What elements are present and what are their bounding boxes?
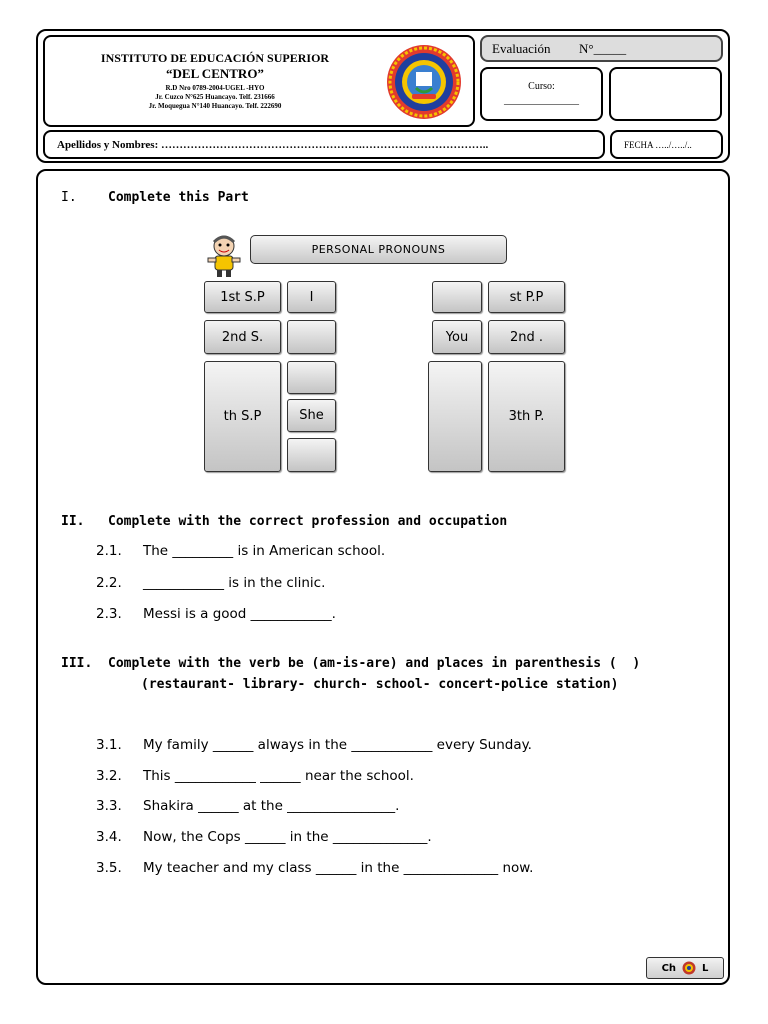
question-number: 3.3. bbox=[96, 798, 122, 814]
pronoun-cell-3rd-singular-a[interactable] bbox=[287, 361, 336, 394]
question-number: 3.4. bbox=[96, 829, 122, 845]
question-2-1[interactable]: The _________ is in American school. bbox=[143, 543, 386, 559]
address-line-2: Jr. Moquegua N°140 Huancayo. Telf. 222690 bbox=[148, 102, 282, 110]
pronoun-label-2nd-plural: 2nd . bbox=[488, 320, 565, 354]
question-2-2[interactable]: ____________ is in the clinic. bbox=[143, 575, 326, 591]
pronoun-cell-2nd-singular[interactable] bbox=[287, 320, 336, 354]
pronoun-label-3rd-singular: th S.P bbox=[204, 361, 281, 472]
section-3-title: Complete with the verb be (am-is-are) and places in parenthesis ( ) bbox=[108, 656, 641, 671]
section-3-subtitle: (restaurant- library- church- school- concert-police station) bbox=[141, 677, 619, 692]
evaluation-label: Evaluación bbox=[492, 41, 551, 56]
section-1-number: I. bbox=[61, 190, 77, 205]
section-3-number: III. bbox=[61, 656, 93, 671]
question-3-1[interactable]: My family ______ always in the ____________ every Sunday. bbox=[143, 737, 532, 753]
institute-seal-logo bbox=[386, 44, 462, 120]
rd-line: R.D Nro 0789-2004-UGEL -HYO bbox=[165, 84, 265, 92]
question-3-3[interactable]: Shakira ______ at the ________________. bbox=[143, 798, 400, 814]
cartoon-character-icon bbox=[202, 234, 246, 278]
name-field[interactable] bbox=[43, 130, 605, 159]
pronoun-cell-1st-singular[interactable]: I bbox=[287, 281, 336, 313]
pronoun-label-3rd-plural: 3th P. bbox=[488, 361, 565, 472]
pronoun-cell-3rd-singular-c[interactable] bbox=[287, 438, 336, 472]
footer-badge bbox=[646, 957, 724, 979]
question-number: 3.5. bbox=[96, 860, 122, 876]
name-label: Apellidos y Nombres: ……………………………………………….…………………………….. bbox=[57, 139, 489, 151]
section-1-title: Complete this Part bbox=[108, 190, 249, 205]
question-3-4[interactable]: Now, the Cops ______ in the ______________. bbox=[143, 829, 432, 845]
question-number: 3.2. bbox=[96, 768, 122, 784]
question-number: 3.1. bbox=[96, 737, 122, 753]
course-label: Curso: bbox=[528, 81, 555, 92]
date-field[interactable] bbox=[610, 130, 723, 159]
course-box[interactable] bbox=[480, 67, 603, 121]
question-number: 2.3. bbox=[96, 606, 122, 622]
date-label: FECHA …../…../.. bbox=[624, 140, 692, 150]
pronoun-label-1st-plural: st P.P bbox=[488, 281, 565, 313]
mini-logo-icon bbox=[682, 961, 696, 975]
institute-subname: “DEL CENTRO” bbox=[166, 66, 264, 81]
pronoun-label-2nd-singular: 2nd S. bbox=[204, 320, 281, 354]
question-3-5[interactable]: My teacher and my class ______ in the ______________ now. bbox=[143, 860, 534, 876]
question-2-3[interactable]: Messi is a good ____________. bbox=[143, 606, 336, 622]
section-2-number: II. bbox=[61, 514, 85, 529]
pronoun-cell-1st-plural[interactable] bbox=[432, 281, 482, 313]
personal-pronouns-title: PERSONAL PRONOUNS bbox=[250, 235, 507, 264]
footer-badge-right: L bbox=[702, 962, 709, 974]
footer-badge-left: Ch bbox=[661, 962, 677, 974]
address-line-1: Jr. Cuzco N°625 Huancayo. Telf. 231666 bbox=[155, 93, 275, 101]
institute-name: INSTITUTO DE EDUCACIÓN SUPERIOR bbox=[100, 51, 330, 65]
question-number: 2.2. bbox=[96, 575, 122, 591]
course-blank: _______________ bbox=[504, 95, 579, 106]
evaluation-number[interactable]: N°_____ bbox=[579, 41, 627, 56]
question-number: 2.1. bbox=[96, 543, 122, 559]
evaluation-box bbox=[480, 35, 723, 62]
pronoun-cell-2nd-plural[interactable]: You bbox=[432, 320, 482, 354]
grade-box[interactable] bbox=[609, 67, 722, 121]
section-2-title: Complete with the correct profession and occupation bbox=[108, 514, 508, 529]
pronoun-label-1st-singular: 1st S.P bbox=[204, 281, 281, 313]
pronoun-cell-3rd-plural[interactable] bbox=[428, 361, 482, 472]
pronoun-cell-3rd-singular-b[interactable]: She bbox=[287, 399, 336, 432]
question-3-2[interactable]: This ____________ ______ near the school. bbox=[143, 768, 414, 784]
